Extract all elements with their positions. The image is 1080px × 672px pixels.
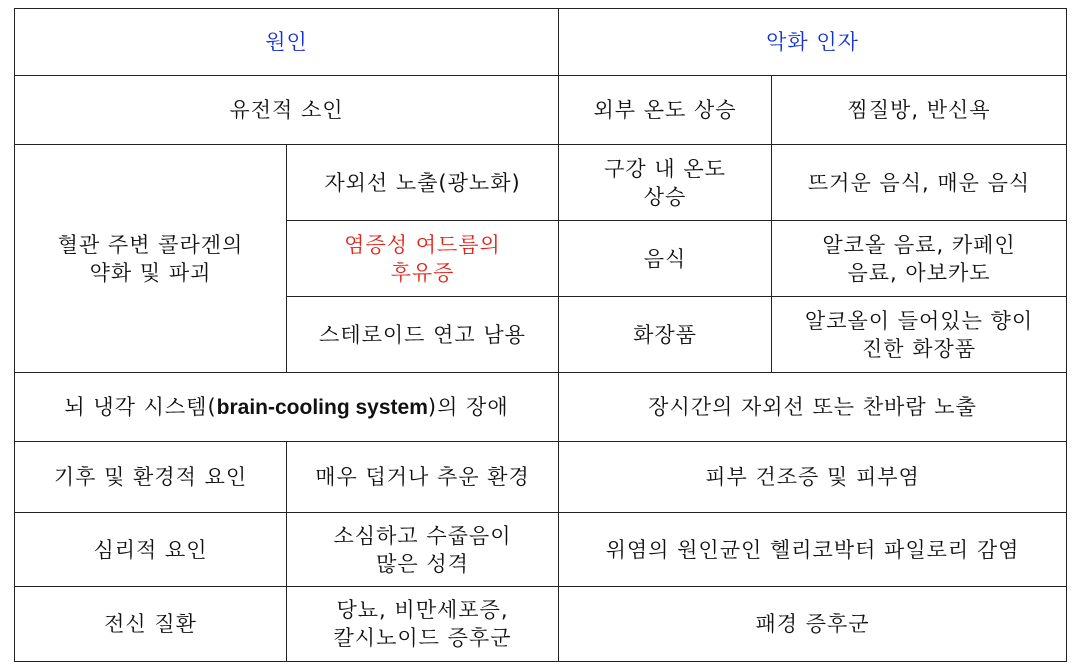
sub-timid-personality: [287, 513, 559, 587]
sub-timid-line1: 소심하고 수줍음이: [333, 523, 512, 548]
header-aggravating-factors: 악화 인자: [559, 9, 1067, 76]
sub-acne-sequelae: [287, 221, 559, 297]
cause-climate: 기후 및 환경적 요인: [15, 442, 287, 513]
example-hot-spicy-food: 뜨거운 음식, 매운 음식: [772, 145, 1067, 221]
example-cosmetics-line2: 진한 화장품: [861, 336, 977, 361]
cause-collagen-line1: 혈관 주변 콜라겐의: [57, 232, 244, 257]
factor-oral-temp-line2: 상승: [643, 184, 687, 209]
sub-diseases-line2: 칼시노이드 증후군: [333, 626, 512, 650]
cause-collagen-line2: 약화 및 파괴: [89, 260, 212, 285]
cause-brain-cooling: [15, 373, 559, 442]
cause-collagen-weakening: [15, 145, 287, 373]
factor-dry-skin: 피부 건조증 및 피부염: [559, 442, 1067, 513]
example-alcohol-line2: 음료, 아보카도: [847, 260, 991, 285]
brain-cooling-pre: 뇌 냉각 시스템(: [64, 394, 217, 419]
table-row: [15, 587, 1067, 662]
cause-systemic-disease: 전신 질환: [15, 587, 287, 662]
sub-acne-line1: 염증성 여드름의: [344, 232, 501, 257]
example-alcohol-line1: 알코올 음료, 카페인: [822, 232, 1016, 257]
factor-oral-temp-line1: 구강 내 온도: [604, 156, 726, 181]
sub-extreme-env: 매우 덥거나 추운 환경: [287, 442, 559, 513]
brain-cooling-post: )의 장애: [427, 394, 509, 419]
factor-h-pylori: 위염의 원인균인 헬리코박터 파일로리 감염: [559, 513, 1067, 587]
cause-genetic: 유전적 소인: [15, 76, 559, 145]
header-cause: 원인: [15, 9, 559, 76]
sub-diseases-line1: 당뇨, 비만세포증,: [336, 598, 509, 622]
cause-psychological: 심리적 요인: [15, 513, 287, 587]
header-row: [15, 9, 1067, 76]
example-fragrance-cosmetics: [772, 297, 1067, 373]
table-row: [15, 442, 1067, 513]
table-row: [15, 76, 1067, 145]
factor-cosmetics: 화장품: [559, 297, 772, 373]
brain-cooling-eng: brain-cooling system: [216, 395, 428, 419]
table-row: [15, 145, 1067, 221]
sub-steroid-abuse: 스테로이드 연고 남용: [287, 297, 559, 373]
sub-diseases: [287, 587, 559, 662]
example-cosmetics-line1: 알코올이 들어있는 향이: [804, 308, 1034, 333]
rosacea-causes-table: [14, 8, 1067, 662]
example-sauna-bath: 찜질방, 반신욕: [772, 76, 1067, 145]
sub-timid-line2: 많은 성격: [376, 551, 469, 576]
sub-uv-exposure: 자외선 노출(광노화): [287, 145, 559, 221]
sub-acne-line2: 후유증: [390, 260, 455, 285]
factor-uv-wind: 장시간의 자외선 또는 찬바람 노출: [559, 373, 1067, 442]
factor-external-temp: 외부 온도 상승: [559, 76, 772, 145]
example-alcohol-caffeine: [772, 221, 1067, 297]
factor-menopause: 패경 증후군: [559, 587, 1067, 662]
table-row: [15, 373, 1067, 442]
factor-oral-temp: [559, 145, 772, 221]
factor-food: 음식: [559, 221, 772, 297]
table-row: [15, 513, 1067, 587]
